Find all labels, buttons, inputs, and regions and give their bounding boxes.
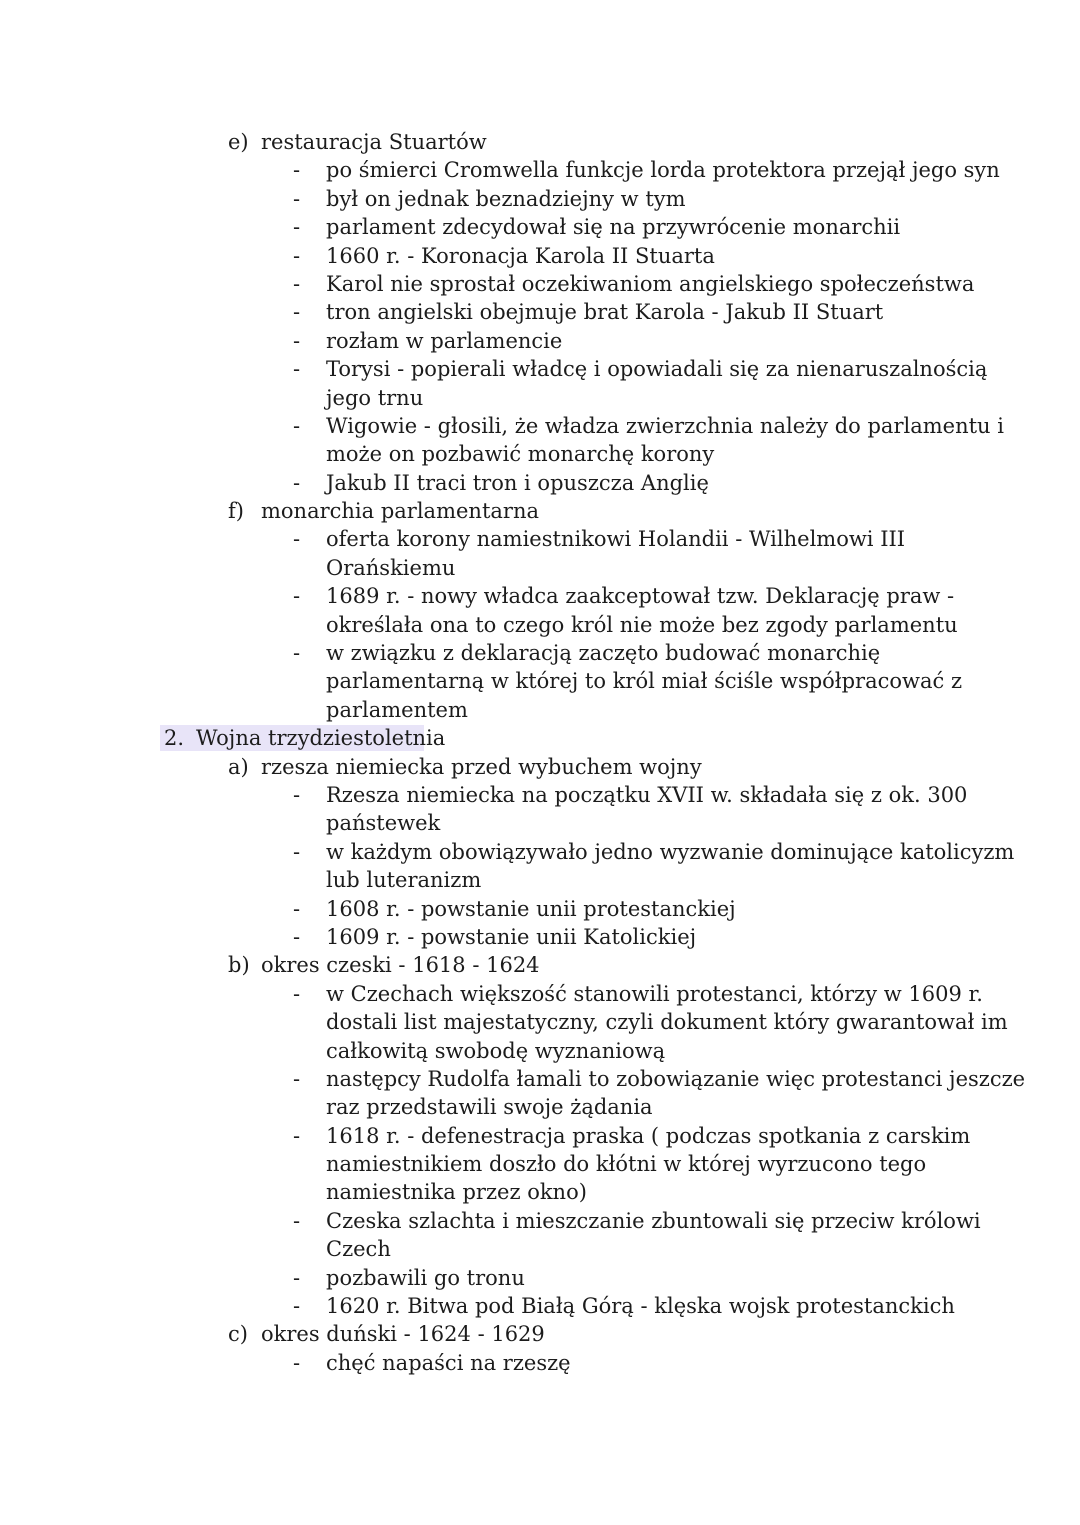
- dash-bullet: -: [293, 1123, 301, 1148]
- bullet-text: parlamentem: [326, 697, 468, 722]
- heading-text: restauracja Stuartów: [261, 130, 487, 154]
- bullet-item: [0, 185, 1080, 213]
- heading-text: monarchia parlamentarna: [261, 499, 539, 524]
- dash-bullet: -: [293, 527, 301, 552]
- section-heading: [0, 724, 1080, 752]
- bullet-item: [0, 923, 1080, 951]
- dash-bullet: -: [293, 981, 301, 1006]
- bullet-text: Torysi - popierali władcę i opowiadali się za nienaruszalnością: [326, 357, 988, 382]
- bullet-item: [0, 1264, 1080, 1292]
- bullet-text: Jakub II traci tron i opuszcza Anglię: [326, 470, 709, 495]
- bullet-item: [0, 1292, 1080, 1320]
- outline-marker: b): [228, 953, 250, 978]
- bullet-continuation: [0, 1235, 1080, 1263]
- bullet-text: parlamentarną w której to król miał ściśle współpracować z: [326, 669, 963, 694]
- dash-bullet: -: [293, 924, 301, 949]
- dash-bullet: -: [293, 357, 301, 382]
- bullet-text: 1609 r. - powstanie unii Katolickiej: [326, 924, 697, 949]
- bullet-item: [0, 525, 1080, 553]
- bullet-text: raz przedstawili swoje żądania: [326, 1095, 653, 1120]
- dash-bullet: -: [293, 1294, 301, 1319]
- bullet-text: określała ona to czego król nie może bez zgody parlamentu: [326, 612, 958, 637]
- subsection-heading: [0, 951, 1080, 979]
- bullet-item: [0, 639, 1080, 667]
- bullet-text: parlament zdecydował się na przywrócenie monarchii: [326, 215, 901, 240]
- bullet-text: Rzesza niemiecka na początku XVII w. składała się z ok. 300: [326, 782, 968, 807]
- bullet-text: namiestnika przez okno): [326, 1180, 587, 1205]
- dash-bullet: -: [293, 158, 301, 183]
- bullet-text: dostali list majestatyczny, czyli dokument który gwarantował im: [326, 1010, 1008, 1035]
- bullet-continuation: [0, 1037, 1080, 1065]
- bullet-item: [0, 1349, 1080, 1377]
- dash-bullet: -: [293, 584, 301, 609]
- bullet-continuation: [0, 696, 1080, 724]
- outline-marker: c): [228, 1322, 248, 1347]
- bullet-text: Orańskiemu: [326, 555, 456, 580]
- dash-bullet: -: [293, 186, 301, 211]
- bullet-item: [0, 980, 1080, 1008]
- bullet-continuation: [0, 1150, 1080, 1178]
- bullet-text: po śmierci Cromwella funkcje lorda protektora przejął jego syn: [326, 158, 1000, 183]
- bullet-text: namiestnikiem doszło do kłótni w której wyrzucono tego: [326, 1152, 927, 1177]
- bullet-text: Czeska szlachta i mieszczanie zbuntowali się przeciw królowi: [326, 1208, 981, 1233]
- bullet-continuation: [0, 554, 1080, 582]
- bullet-text: jego trnu: [326, 385, 424, 410]
- dash-bullet: -: [293, 1208, 301, 1233]
- dash-bullet: -: [293, 641, 301, 666]
- subsection-heading: [0, 128, 1080, 156]
- bullet-item: [0, 327, 1080, 355]
- bullet-item: [0, 298, 1080, 326]
- outline-marker: f): [228, 499, 244, 524]
- heading-text: rzesza niemiecka przed wybuchem wojny: [261, 754, 702, 779]
- bullet-continuation: [0, 440, 1080, 468]
- dash-bullet: -: [293, 470, 301, 495]
- bullet-item: [0, 895, 1080, 923]
- dash-bullet: -: [293, 328, 301, 353]
- bullet-item: [0, 1207, 1080, 1235]
- bullet-text: Czech: [326, 1237, 391, 1262]
- bullet-text: w każdym obowiązywało jedno wyzwanie dominujące katolicyzm: [326, 839, 1015, 864]
- bullet-continuation: [0, 809, 1080, 837]
- bullet-item: [0, 838, 1080, 866]
- dash-bullet: -: [293, 300, 301, 325]
- bullet-continuation: [0, 866, 1080, 894]
- dash-bullet: -: [293, 413, 301, 438]
- dash-bullet: -: [293, 271, 301, 296]
- bullet-continuation: [0, 611, 1080, 639]
- bullet-text: 1608 r. - powstanie unii protestanckiej: [326, 896, 736, 921]
- bullet-continuation: [0, 1008, 1080, 1036]
- bullet-text: 1660 r. - Koronacja Karola II Stuarta: [326, 243, 715, 268]
- outline-marker: 2.: [164, 726, 185, 751]
- dash-bullet: -: [293, 896, 301, 921]
- bullet-text: rozłam w parlamencie: [326, 328, 563, 353]
- dash-bullet: -: [293, 215, 301, 240]
- bullet-continuation: [0, 1093, 1080, 1121]
- document-page: [0, 128, 1080, 1377]
- bullet-text: chęć napaści na rzeszę: [326, 1350, 571, 1375]
- bullet-continuation: [0, 1178, 1080, 1206]
- dash-bullet: -: [293, 782, 301, 807]
- heading-text: okres duński - 1624 - 1629: [261, 1322, 545, 1347]
- bullet-item: [0, 469, 1080, 497]
- dash-bullet: -: [293, 1265, 301, 1290]
- bullet-text: 1620 r. Bitwa pod Białą Górą - klęska wojsk protestanckich: [326, 1294, 955, 1319]
- bullet-text: następcy Rudolfa łamali to zobowiązanie więc protestanci jeszcze: [326, 1066, 1026, 1091]
- outline-marker: a): [228, 754, 249, 779]
- subsection-heading: [0, 1320, 1080, 1348]
- bullet-item: [0, 213, 1080, 241]
- bullet-continuation: [0, 667, 1080, 695]
- bullet-item: [0, 412, 1080, 440]
- bullet-text: oferta korony namiestnikowi Holandii - Wilhelmowi III: [326, 527, 906, 552]
- bullet-item: [0, 156, 1080, 184]
- bullet-item: [0, 270, 1080, 298]
- bullet-item: [0, 1122, 1080, 1150]
- bullet-text: lub luteranizm: [326, 868, 482, 893]
- bullet-text: państewek: [326, 811, 441, 836]
- bullet-text: tron angielski obejmuje brat Karola - Jakub II Stuart: [326, 300, 884, 325]
- dash-bullet: -: [293, 243, 301, 268]
- bullet-text: 1689 r. - nowy władca zaakceptował tzw. Deklarację praw -: [326, 584, 955, 609]
- bullet-item: [0, 355, 1080, 383]
- bullet-text: Karol nie sprostał oczekiwaniom angielskiego społeczeństwa: [326, 271, 975, 296]
- bullet-continuation: [0, 384, 1080, 412]
- bullet-text: w związku z deklaracją zaczęto budować monarchię: [326, 641, 881, 666]
- bullet-item: [0, 242, 1080, 270]
- bullet-text: był on jednak beznadziejny w tym: [326, 186, 686, 211]
- outline-marker: e): [228, 130, 249, 154]
- subsection-heading: [0, 497, 1080, 525]
- dash-bullet: -: [293, 839, 301, 864]
- dash-bullet: -: [293, 1066, 301, 1091]
- bullet-text: Wigowie - głosili, że władza zwierzchnia należy do parlamentu i: [326, 413, 1004, 438]
- heading-text: okres czeski - 1618 - 1624: [261, 953, 540, 978]
- bullet-item: [0, 1065, 1080, 1093]
- bullet-text: w Czechach większość stanowili protestanci, którzy w 1609 r.: [326, 981, 983, 1006]
- bullet-item: [0, 582, 1080, 610]
- bullet-text: może on pozbawić monarchę korony: [326, 442, 715, 467]
- dash-bullet: -: [293, 1350, 301, 1375]
- bullet-text: całkowitą swobodę wyznaniową: [326, 1038, 666, 1063]
- bullet-text: 1618 r. - defenestracja praska ( podczas spotkania z carskim: [326, 1123, 971, 1148]
- heading-text: Wojna trzydziestoletnia: [196, 726, 446, 751]
- bullet-item: [0, 781, 1080, 809]
- bullet-text: pozbawili go tronu: [326, 1265, 525, 1290]
- subsection-heading: [0, 753, 1080, 781]
